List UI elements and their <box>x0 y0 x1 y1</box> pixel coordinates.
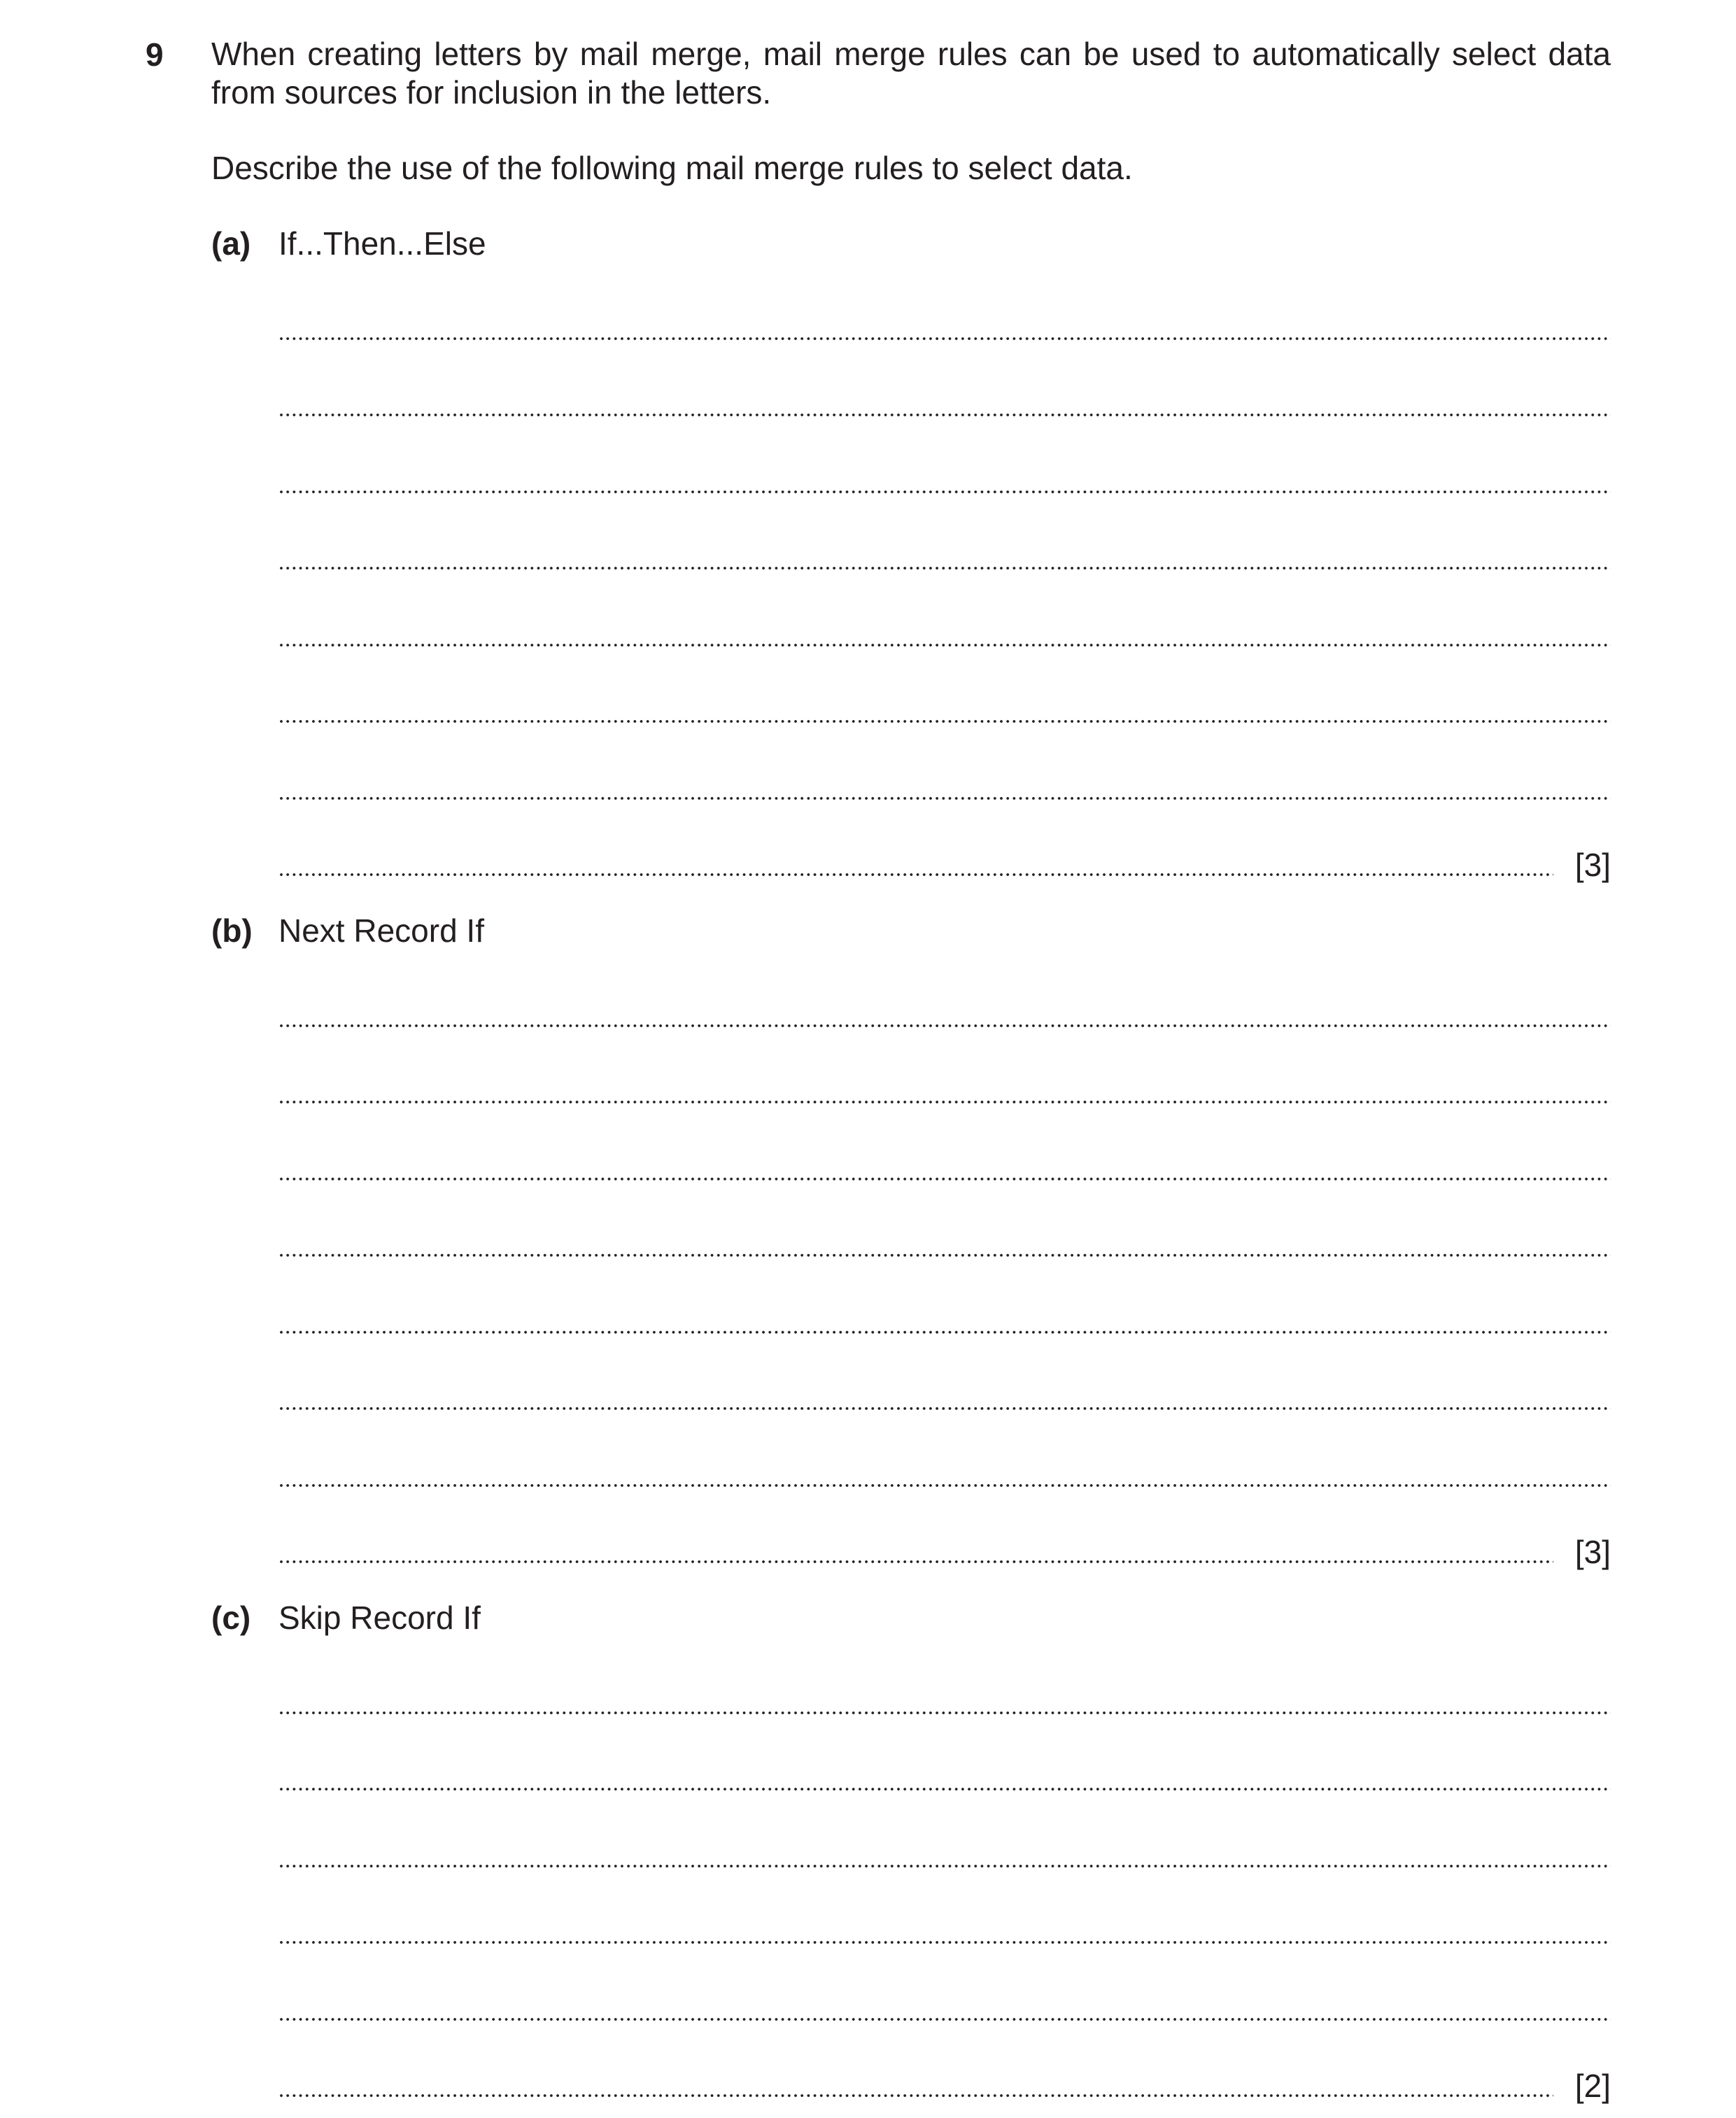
answer-line[interactable] <box>280 1487 1611 1570</box>
part-c-label: (c) <box>211 1600 251 1636</box>
answer-line[interactable] <box>280 1257 1611 1334</box>
part-c-heading <box>211 1598 1611 1637</box>
part-a-marks: [3] <box>1574 847 1611 883</box>
part-b-title: Next Record If <box>278 912 484 949</box>
part-c-title: Skip Record If <box>278 1600 481 1636</box>
part-a-answer-area[interactable] <box>280 263 1611 883</box>
answer-line[interactable] <box>280 1868 1611 1944</box>
question-number: 9 <box>146 36 164 73</box>
part-a <box>211 224 1611 883</box>
part-b-heading <box>211 911 1611 950</box>
answer-line[interactable] <box>280 493 1611 570</box>
part-b-label: (b) <box>211 912 253 949</box>
answer-line[interactable] <box>280 1334 1611 1411</box>
answer-line[interactable] <box>280 800 1611 883</box>
part-a-heading <box>211 224 1611 263</box>
part-b-answer-area[interactable] <box>280 950 1611 1570</box>
answer-line[interactable] <box>280 1027 1611 1104</box>
question-intro: When creating letters by mail merge, mail merge rules can be used to automatically select data from sources for inclusion in the letters. <box>211 36 1611 111</box>
answer-line[interactable] <box>280 1180 1611 1257</box>
part-a-title: If...Then...Else <box>278 225 486 262</box>
answer-line[interactable] <box>280 570 1611 647</box>
part-b-marks: [3] <box>1574 1534 1611 1570</box>
part-c <box>211 1598 1611 2104</box>
part-b <box>211 911 1611 1570</box>
answer-line[interactable] <box>280 647 1611 723</box>
answer-line[interactable] <box>280 1103 1611 1180</box>
answer-line[interactable] <box>280 1714 1611 1791</box>
answer-line[interactable] <box>280 263 1611 340</box>
answer-line[interactable] <box>280 2021 1611 2104</box>
answer-line[interactable] <box>280 1637 1611 1714</box>
question-instruction: Describe the use of the following mail merge rules to select data. <box>211 150 1133 186</box>
part-c-answer-area[interactable] <box>280 1637 1611 2104</box>
answer-line[interactable] <box>280 340 1611 417</box>
answer-line[interactable] <box>280 723 1611 800</box>
part-a-label: (a) <box>211 225 251 262</box>
answer-line[interactable] <box>280 1410 1611 1487</box>
answer-line[interactable] <box>280 950 1611 1027</box>
answer-line[interactable] <box>280 416 1611 493</box>
answer-line[interactable] <box>280 1791 1611 1868</box>
part-c-marks: [2] <box>1574 2068 1611 2104</box>
answer-line[interactable] <box>280 1944 1611 2021</box>
